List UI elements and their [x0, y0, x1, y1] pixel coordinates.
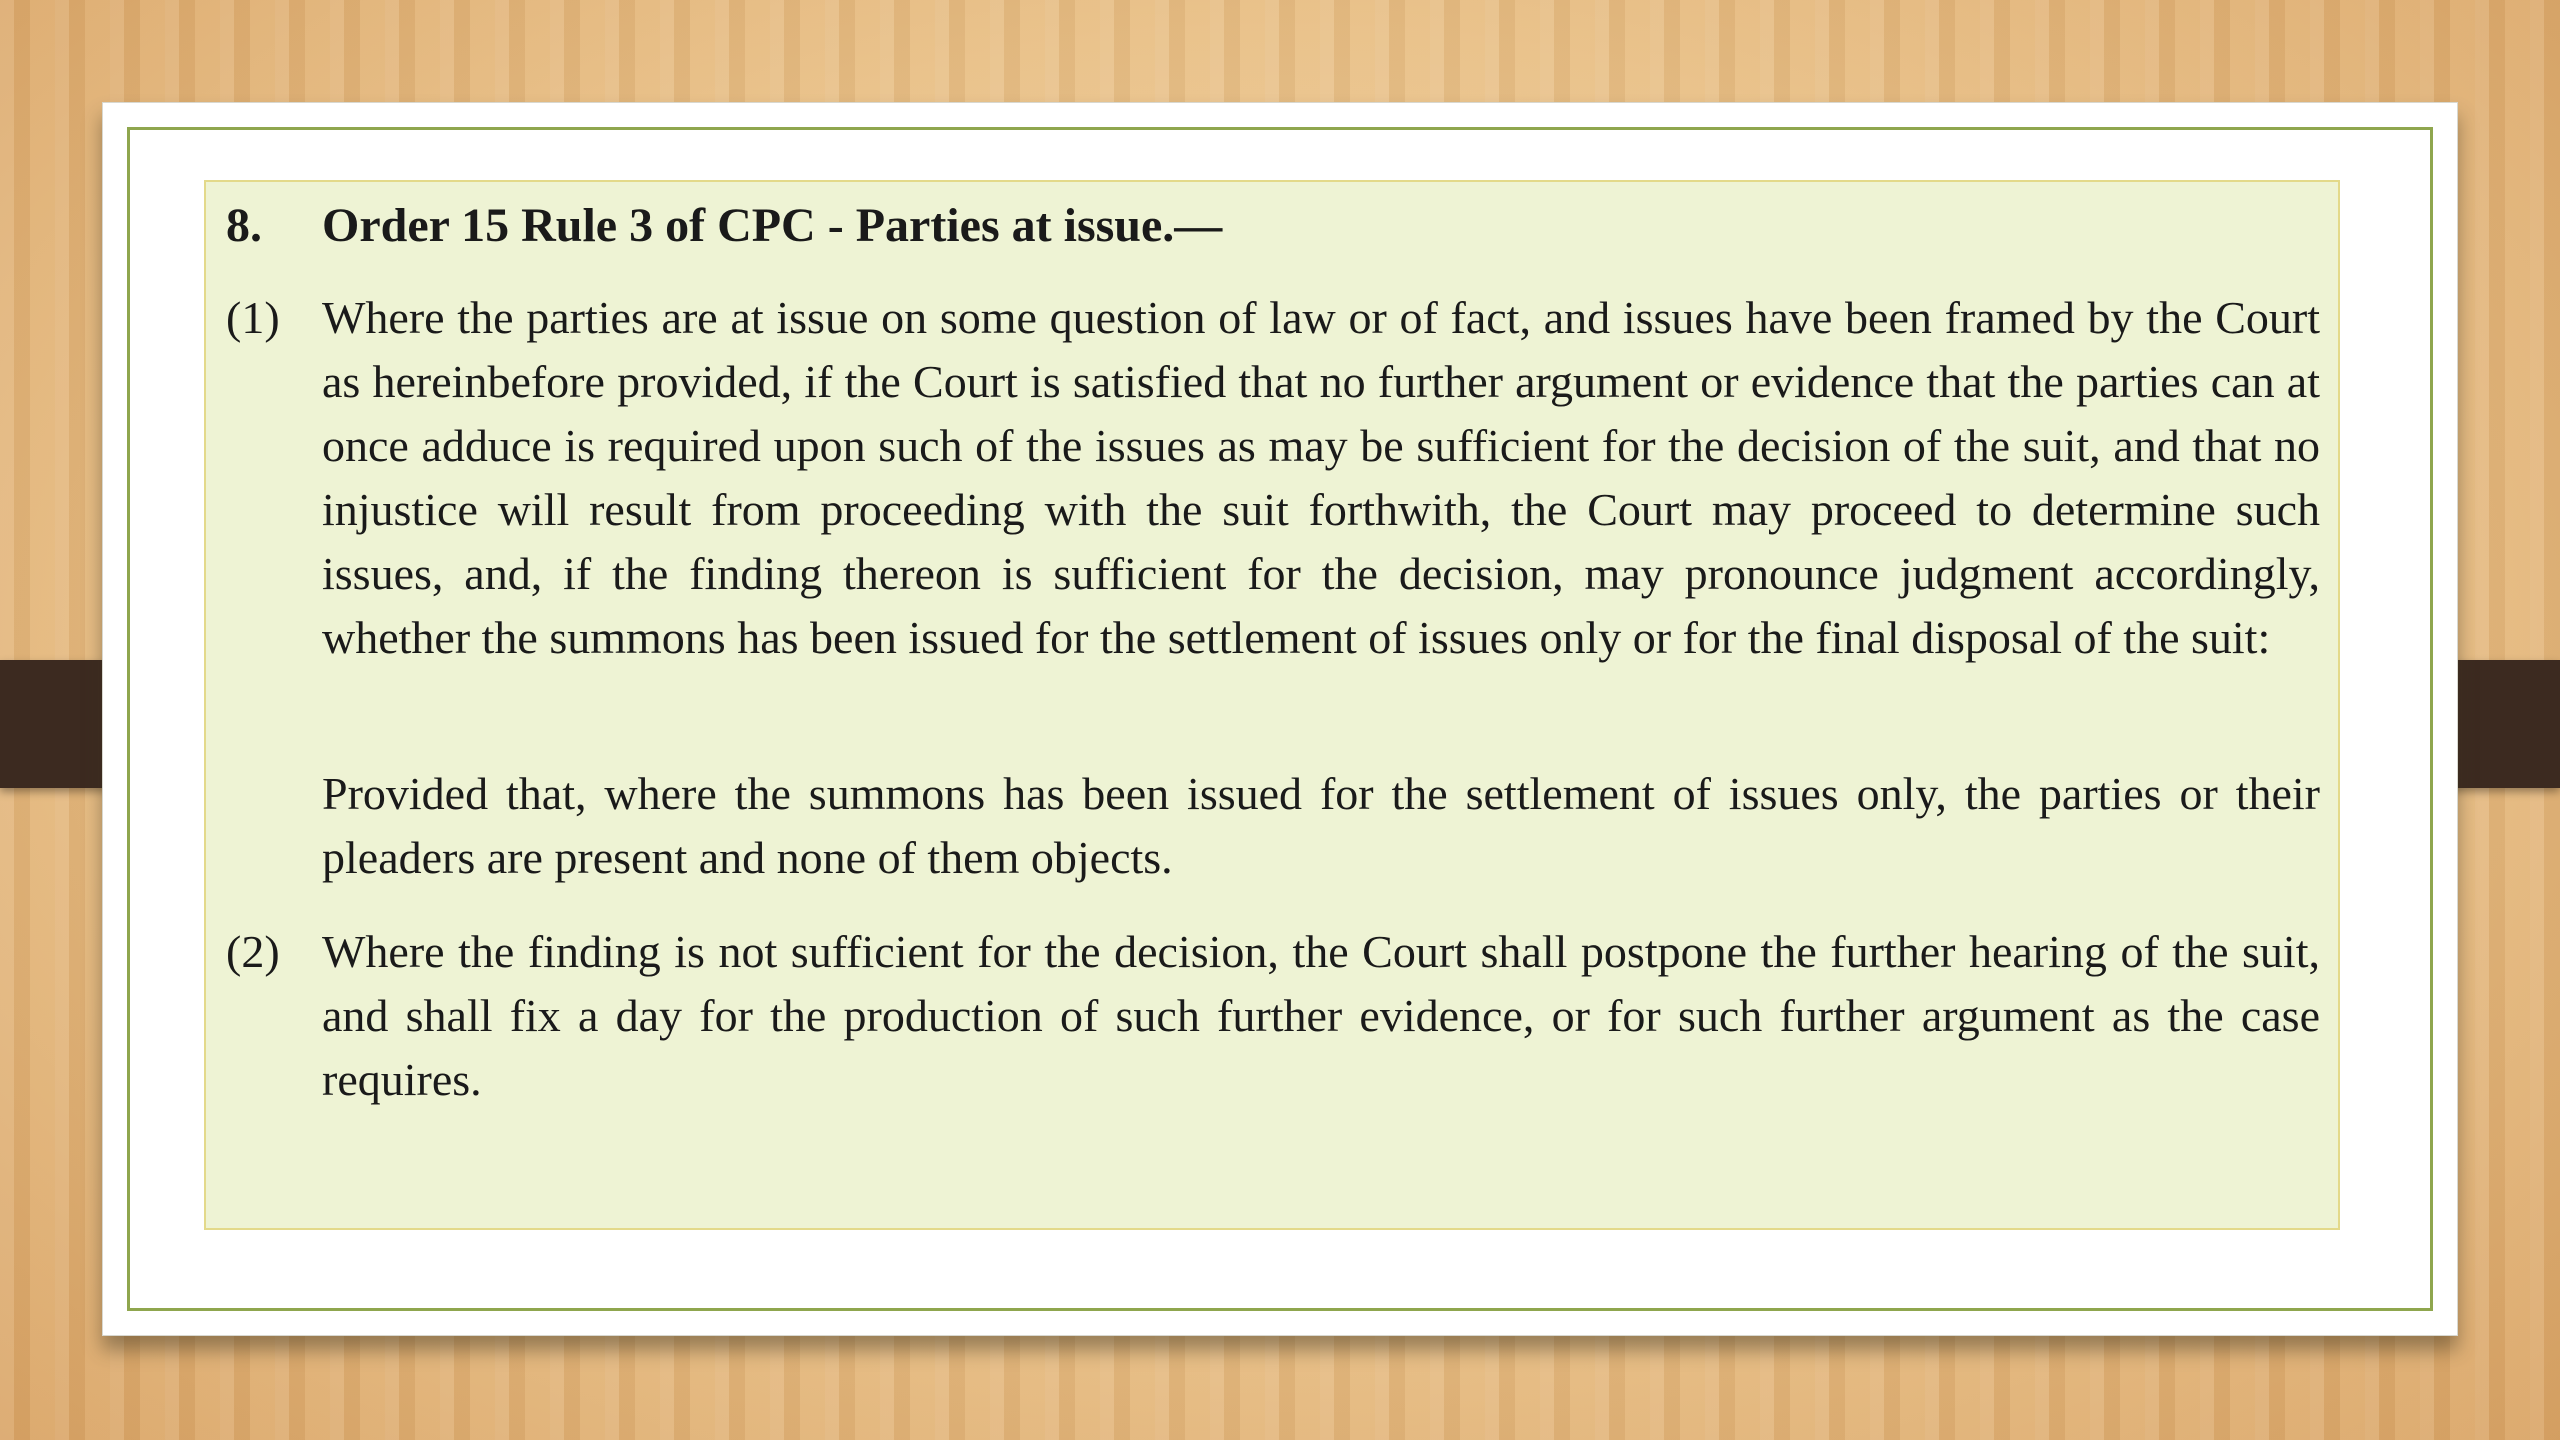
proviso-text: Provided that, where the summons has been issued for the settlement of issues only, the parties or their pleaders are present and none of them objects.: [322, 768, 2320, 883]
section-number: 8.: [226, 199, 262, 252]
clause-label: (1): [226, 292, 280, 343]
section-title: Order 15 Rule 3 of CPC - Parties at issue.—: [322, 199, 1223, 252]
clause-label: (2): [226, 926, 280, 977]
content-box: [204, 180, 2340, 1230]
clause-text: Where the finding is not sufficient for the decision, the Court shall postpone the further hearing of the suit, and shall fix a day for the production of such further evidence, or for such further argument as the case requires.: [322, 926, 2320, 1105]
clause-text: Where the parties are at issue on some question of law or of fact, and issues have been framed by the Court as hereinbefore provided, if the Court is satisfied that no further argument or evidence that the parties can at once adduce is required upon such of the issues as may be sufficient for the decision of the suit, and that no injustice will result from proceeding with the suit forthwith, the Court may proceed to determine such issues, and, if the finding thereon is sufficient for the decision, may pronounce judgment accordingly, whether the summons has been issued for the settlement of issues only or for the final disposal of the suit:: [322, 292, 2320, 663]
